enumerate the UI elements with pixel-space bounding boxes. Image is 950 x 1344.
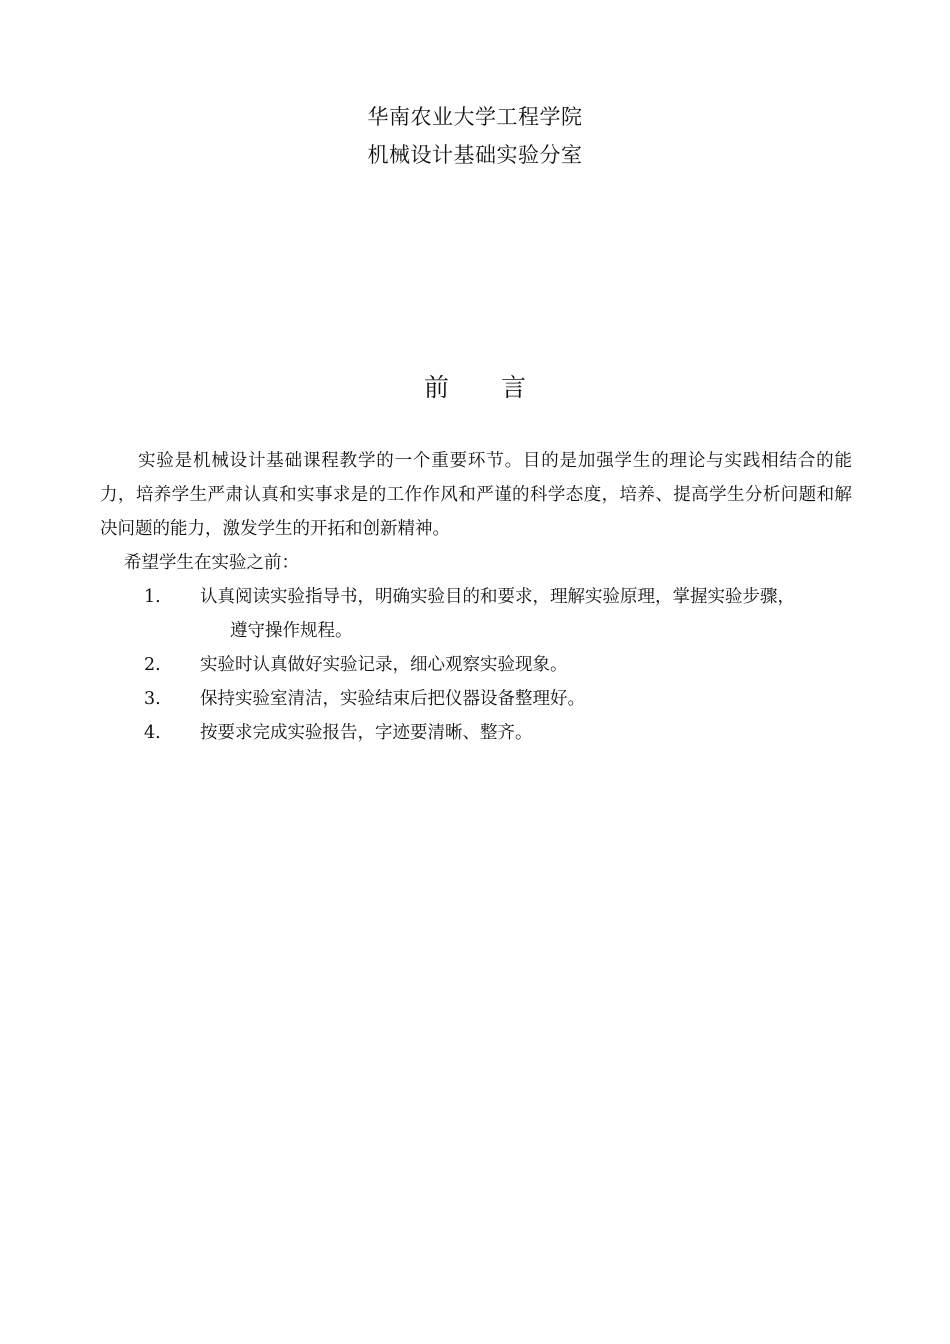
list-lead: 希望学生在实验之前： [124, 553, 299, 573]
list-item-text: 实验时认真做好实验记录，细心观察实验现象。 [200, 655, 568, 675]
list-item-number: 1. [144, 587, 161, 607]
document-header [0, 98, 950, 174]
list-item-continuation: 遵守操作规程。 [230, 621, 353, 641]
department-name: 机械设计基础实验分室 [367, 143, 583, 167]
title-char-2: 言 [501, 373, 527, 402]
list-item-text: 按要求完成实验报告，字迹要清晰、整齐。 [200, 723, 533, 743]
list-item-text: 保持实验室清洁，实验结束后把仪器设备整理好。 [200, 689, 585, 709]
list-item [100, 716, 852, 750]
list-item-number: 2. [144, 655, 161, 675]
title-char-1: 前 [423, 373, 449, 402]
list-item [100, 580, 852, 648]
institution-name: 华南农业大学工程学院 [367, 105, 583, 129]
requirements-list [100, 580, 852, 750]
list-item [100, 648, 852, 682]
list-item-text: 认真阅读实验指导书，明确实验目的和要求，理解实验原理，掌握实验步骤， [200, 587, 795, 607]
list-item-number: 4. [144, 723, 161, 743]
document-body [100, 444, 852, 750]
section-title [0, 368, 950, 408]
list-item [100, 682, 852, 716]
list-item-number: 3. [144, 689, 161, 709]
intro-paragraph: 实验是机械设计基础课程教学的一个重要环节。目的是加强学生的理论与实践相结合的能力，培养学生严肃认真和实事求是的工作作风和严谨的科学态度，培养、提高学生分析问题和解决问题的能力，激发学生的开拓和创新精神。 [100, 451, 852, 539]
